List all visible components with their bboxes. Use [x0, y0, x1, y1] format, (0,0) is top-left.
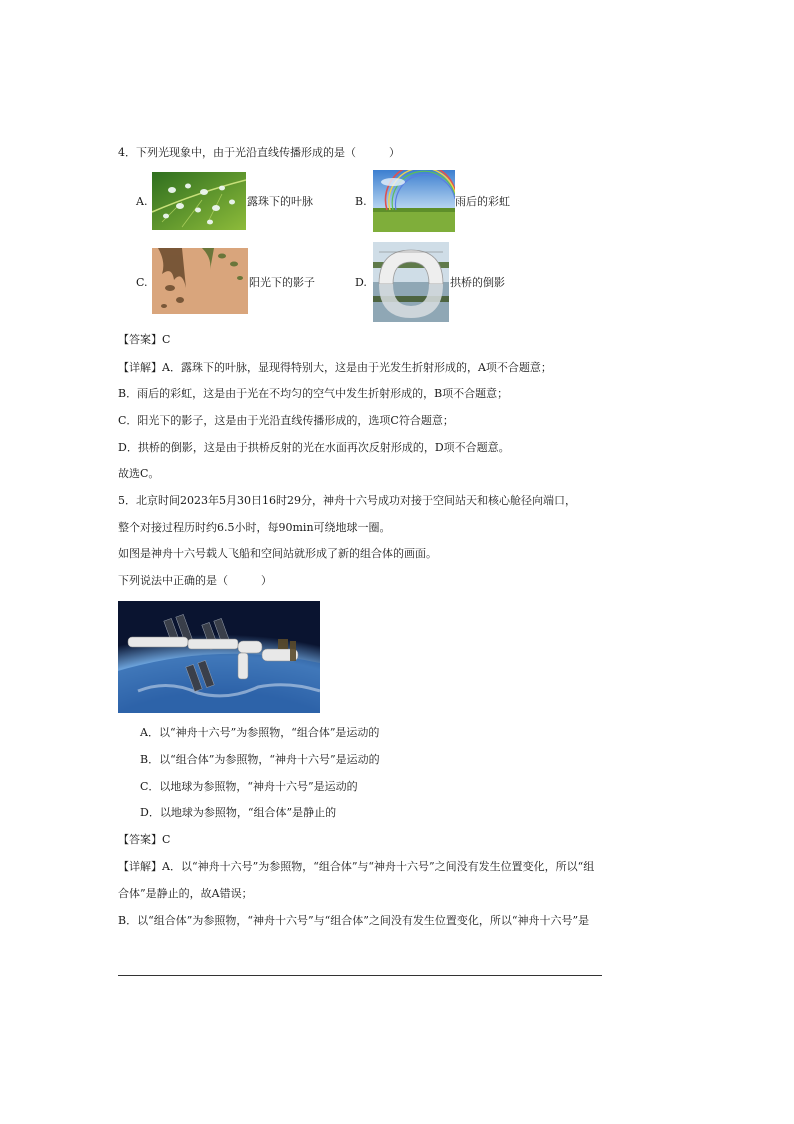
q4-explanation-line: D．拱桥的倒影，这是由于拱桥反射的光在水面再次反射形成的，D项不合题意。	[118, 441, 510, 454]
q5-explanation-line: 【详解】A．以“神舟十六号”为参照物，“组合体”与“神舟十六号”之间没有发生位置变化，所以“组	[118, 860, 595, 873]
footer-divider	[118, 975, 602, 976]
q5-stem-line: 如图是神舟十六号载人飞船和空间站就形成了新的组合体的画面。	[118, 547, 437, 560]
q4-option-a-letter: A.	[136, 195, 148, 208]
q4-option-d-letter: D.	[355, 276, 367, 289]
q4-explanation-line: B．雨后的彩虹，这是由于光在不均匀的空气中发生折射形成的，B项不合题意；	[118, 387, 509, 400]
q5-answer: 【答案】C	[118, 833, 171, 846]
q4-answer: 【答案】C	[118, 333, 171, 346]
q4-option-c-caption: 阳光下的影子	[249, 276, 315, 289]
q5-stem-line: 5．北京时间2023年5月30日16时29分，神舟十六号成功对接于空间站天和核心舱径向端口，	[118, 494, 576, 507]
q4-explanation-line: 【详解】A．露珠下的叶脉，显现得特别大，这是由于光发生折射形成的，A项不合题意；	[118, 361, 552, 374]
leaf-dewdrops-icon	[152, 172, 246, 230]
q5-option-d: D．以地球为参照物，“组合体”是静止的	[140, 806, 337, 819]
q4-option-b-letter: B.	[355, 195, 367, 208]
q5-stem-line: 下列说法中正确的是（ ）	[118, 574, 272, 587]
q4-stem: 4．下列光现象中，由于光沿直线传播形成的是（ ）	[118, 146, 400, 159]
q5-explanation-line: 合体”是静止的，故A错误；	[118, 887, 253, 900]
q4-option-d-caption: 拱桥的倒影	[450, 276, 505, 289]
q4-option-b-caption: 雨后的彩虹	[455, 195, 510, 208]
q5-stem-line: 整个对接过程历时约6.5小时，每90min可绕地球一圈。	[118, 521, 391, 534]
space-station-icon	[118, 601, 320, 713]
q4-option-c-letter: C.	[136, 276, 148, 289]
q5-option-c: C．以地球为参照物，“神舟十六号”是运动的	[140, 780, 358, 793]
q5-option-b: B．以“组合体”为参照物，“神舟十六号”是运动的	[140, 753, 380, 766]
q4-explanation-line: 故选C。	[118, 467, 160, 480]
rainbow-icon	[373, 170, 455, 232]
q4-option-a-caption: 露珠下的叶脉	[247, 195, 313, 208]
q4-explanation-line: C．阳光下的影子，这是由于光沿直线传播形成的，选项C符合题意；	[118, 414, 454, 427]
q5-explanation-line: B．以“组合体”为参照物，“神舟十六号”与“组合体”之间没有发生位置变化，所以“神舟十六号”是	[118, 914, 590, 927]
arch-bridge-icon	[373, 242, 449, 322]
q5-option-a: A．以“神舟十六号”为参照物，“组合体”是运动的	[140, 726, 380, 739]
shadow-icon	[152, 248, 248, 314]
